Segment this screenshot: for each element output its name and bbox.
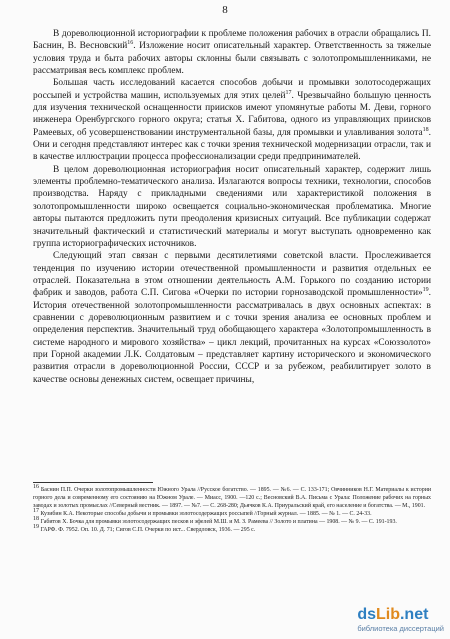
logo-part-lib: Lib (375, 606, 400, 623)
paragraph-1 (33, 28, 431, 77)
footnote-ref: 19 (33, 524, 39, 531)
footnote-3 (33, 518, 431, 526)
footnote-separator (33, 482, 153, 483)
watermark-logo-text (357, 607, 428, 623)
watermark-tagline: библиотека диссертаций (357, 624, 444, 633)
footnote-text-run: Габитов Х. Бочка для промывки золотосодержащих песков и эфелей М.Ш. и М. З. Рамеева // Золото и платина — 1908. — № 9. — С. 191-193. (39, 519, 397, 526)
watermark-logo[interactable] (357, 607, 444, 633)
paragraph-text-run: . Чрезвычайно большую ценность для изучения технической оснащенности приисков имеют упомянутые работы М. Деви, горного инженера Оренбургского горного округа; статья Х. Габитова, одного из управляющих приисков Рамеевых, об усовершенствовании инструментальной базы, для промывки и улавливания золота (33, 90, 431, 138)
footnote-ref: 18 (33, 516, 39, 523)
footnote-text-run: Кузибин К.А. Некоторые способы добычи и промывки золотосодержащих россыпей //Горный журнал. — 1885. — № 1. — С. 24-33. (39, 511, 372, 518)
footnote-1 (33, 486, 431, 510)
footnote-ref: 17 (33, 508, 39, 515)
body-text (33, 28, 431, 386)
footnotes (33, 486, 431, 534)
footnote-ref: 16 (127, 40, 134, 47)
paragraph-text-run: . Они и сегодня представляют интерес как с точки зрения технической модернизации отрасли, так и в качестве иллюстрации процесса профессионализации среди предпринимателей. (33, 127, 431, 163)
paragraph-4 (33, 250, 431, 386)
paragraph-text-run: В дореволюционной историографии к проблеме положения рабочих в отрасли обращались П. Баснин, В. Весновский (33, 29, 431, 52)
logo-part-ds: ds (357, 606, 376, 623)
footnote-ref: 18 (422, 126, 429, 133)
paragraph-text-run: Следующий этап связан с первыми десятилетиями советской власти. Прослеживается тенденция по изучению истории отечественной промышленности и развития отдельных ее отраслей. Показательна в этом отношении деятельность А.М. Горького по созданию истории фабрик и заводов, работа С.П. Сигова «Очерки по истории горнозаводской промышленности» (33, 251, 431, 299)
paragraph-2 (33, 77, 431, 163)
footnote-ref: 17 (285, 89, 292, 96)
paragraph-text-run: Большая часть исследований касается способов добычи и промывки золотосодержащих россыпей и устройства машин, используемых для этих целей (33, 78, 431, 101)
footnote-text-run: Баснин П.П. Очерки золотопромышленности Южного Урала //Русское богатство. — 1895. — №6. — С. 133-171; Овчинников Н.Г. Материалы к истории горного дела и современному его состоянию на Южном Урале. — Миасс, 1900. —120 с.; Весновский В.А. Письма с Урала: Положение рабочих на горных заводах и золотых промыслах //Северный вестник. — 1897. — №7. — С. 268-280; Дьячков К.А. Приуральский край, его население и богатства. — М., 1901. (33, 487, 431, 510)
page-number: 8 (222, 4, 228, 16)
footnote-2 (33, 510, 431, 518)
footnote-text-run: ГАРФ. Ф. 7952. Оп. 10. Д. 71; Сигов С.П. Очерки по ист... Свердловск, 1936. — 295 с. (39, 527, 256, 534)
footnote-4 (33, 526, 431, 534)
paragraph-3 (33, 164, 431, 250)
paragraph-text-run: . Изложение носит описательный характер. Ответственность за тяжелые условия труда и быта рабочих авторы склонны были связывать с золотопромышленниками, не рассматривая весь комплекс проблем. (33, 41, 431, 77)
paragraph-text-run: В целом дореволюционная историография носит описательный характер, содержит лишь элементы проблемно-тематического анализа. Излагаются вопросы техники, технологии, способов производства. Наряду с прикладными сведениями или характеристикой положения в золотопромышленности широко освещается социально-экономическая проблематика. Многие авторы пытаются предложить пути преодоления кризисных ситуаций. Все публикации содержат значительный фактический и статистический материалы и могут выступать одновременно как группа историографических источников. (33, 164, 431, 249)
logo-part-net: .net (399, 606, 429, 623)
footnote-ref: 19 (422, 287, 429, 294)
footnote-ref: 16 (33, 484, 39, 491)
paragraph-text-run: . История отечественной золотопромышленности рассматривалась в двух основных аспектах: в сравнении с дореволюционным развитием и с точки зрения анализа ее основных проблем и определения перспектив. Значительный труд обобщающего характера «Золотопромышленность в системе народного и мирового хозяйства» – цикл лекций, прочитанных на курсах «Союззолото» при Горной академии Л.К. Солдатовым – представляет картину исторического и экономического развития отрасли в дореволюционной России, СССР и за рубежом, реабилитирует золото в качестве основы денежных систем, освещает причины, (33, 288, 431, 385)
